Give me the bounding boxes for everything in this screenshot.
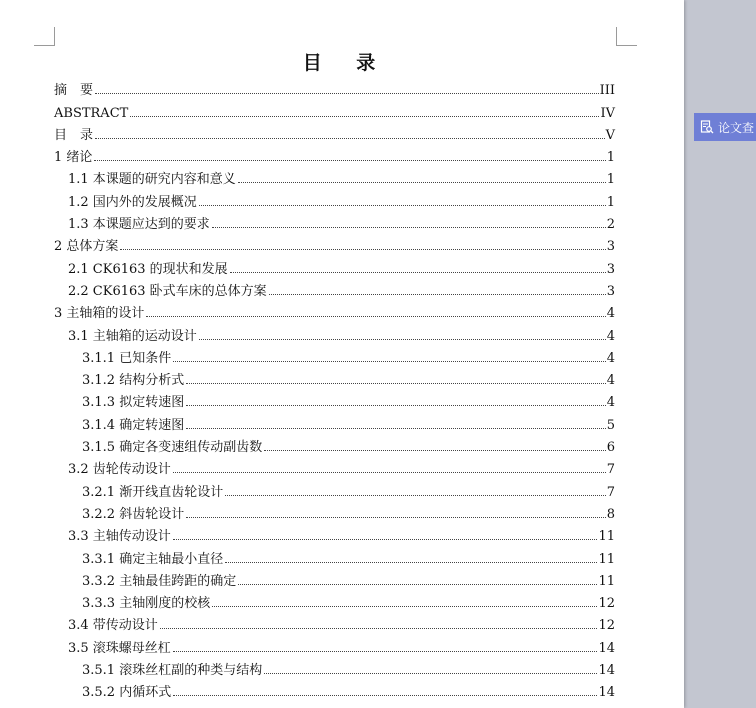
toc-entry-label: 1.2 国内外的发展概况 <box>68 194 197 210</box>
toc-leader-dots <box>186 428 606 429</box>
toc-entry-label: 2.2 CK6163 卧式车床的总体方案 <box>68 283 267 299</box>
margin-corner-mark-right <box>616 27 637 46</box>
toc-entry-page: 12 <box>598 618 615 634</box>
toc-entry-label: 3.3.3 主轴刚度的校核 <box>82 596 211 612</box>
toc-entry-page: 11 <box>598 551 615 567</box>
toc-entry-label: 3.3.2 主轴最佳跨距的确定 <box>82 573 237 589</box>
toc-entry-page: 14 <box>598 685 615 701</box>
toc-entry-page: 2 <box>606 217 615 233</box>
toc-entry-label: 1 绪论 <box>54 150 93 166</box>
toc-leader-dots <box>225 562 597 563</box>
toc-entry-label: 3.2.1 渐开线直齿轮设计 <box>82 484 224 500</box>
toc-leader-dots <box>120 249 605 250</box>
toc-leader-dots <box>269 294 606 295</box>
toc-entry[interactable] <box>54 165 615 187</box>
toc-entry-label: 1.3 本课题应达到的要求 <box>68 217 210 233</box>
toc-leader-dots <box>95 93 599 94</box>
toc-entry[interactable] <box>54 477 615 499</box>
paper-check-button-label: 论文查 <box>718 120 755 135</box>
toc-entry-label: 3.2 齿轮传动设计 <box>68 462 171 478</box>
toc-entry-page: 4 <box>606 395 615 411</box>
toc-entry-label: 目 录 <box>54 127 94 143</box>
toc-entry-page: 14 <box>598 640 615 656</box>
toc-entry-page: 11 <box>598 573 615 589</box>
toc-entry-page: V <box>605 127 615 143</box>
toc-leader-dots <box>173 361 606 362</box>
toc-entry-page: 3 <box>606 283 615 299</box>
toc-entry[interactable] <box>54 143 615 165</box>
toc-entry-page: 3 <box>606 239 615 255</box>
toc-entry-page: IV <box>600 105 615 121</box>
toc-leader-dots <box>199 339 606 340</box>
toc-entry-label: 3.3 主轴传动设计 <box>68 529 171 545</box>
toc-entry[interactable] <box>54 678 615 700</box>
toc-entry[interactable] <box>54 410 615 432</box>
toc-entry-label: 3.1.4 确定转速图 <box>82 417 185 433</box>
toc-leader-dots <box>173 651 598 652</box>
toc-entry[interactable] <box>54 633 615 655</box>
toc-entry-label: 摘 要 <box>54 83 94 99</box>
toc-entry[interactable] <box>54 500 615 522</box>
toc-entry[interactable] <box>54 589 615 611</box>
toc-entry-label: 3.1.5 确定各变速组传动副齿数 <box>82 440 263 456</box>
toc-entry-page: 7 <box>606 462 615 478</box>
toc-entry-label: 3.5 滚珠螺母丝杠 <box>68 640 171 656</box>
toc-entry-label: 3.1.1 已知条件 <box>82 350 172 366</box>
toc-entry[interactable] <box>54 98 615 120</box>
toc-leader-dots <box>160 628 598 629</box>
toc-leader-dots <box>173 539 598 540</box>
toc-entry[interactable] <box>54 366 615 388</box>
toc-leader-dots <box>146 316 605 317</box>
toc-entry[interactable] <box>54 210 615 232</box>
toc-leader-dots <box>225 495 606 496</box>
toc-leader-dots <box>212 227 606 228</box>
toc-entry[interactable] <box>54 433 615 455</box>
toc-entry[interactable] <box>54 76 615 98</box>
toc-entry-label: 3.4 带传动设计 <box>68 618 158 634</box>
toc-entry-page: 4 <box>606 373 615 389</box>
toc-entry-page: 8 <box>606 506 615 522</box>
toc-leader-dots <box>238 182 606 183</box>
document-search-icon <box>700 120 714 134</box>
toc-entry[interactable] <box>54 277 615 299</box>
toc-entry-label: 2 总体方案 <box>54 239 119 255</box>
toc-entry-page: 4 <box>606 328 615 344</box>
toc-entry-page: 4 <box>606 350 615 366</box>
toc-title: 目 录 <box>302 52 390 74</box>
toc-leader-dots <box>238 584 597 585</box>
toc-leader-dots <box>264 673 597 674</box>
toc-entry-label: 2.1 CK6163 的现状和发展 <box>68 261 228 277</box>
toc-leader-dots <box>212 606 597 607</box>
toc-entry-label: 3.1.3 拟定转速图 <box>82 395 185 411</box>
toc-leader-dots <box>186 517 606 518</box>
toc-entry-label: 3.2.2 斜齿轮设计 <box>82 506 185 522</box>
toc-list <box>54 76 615 700</box>
toc-entry-label: 3.1.2 结构分析式 <box>82 373 185 389</box>
toc-entry[interactable] <box>54 254 615 276</box>
toc-entry[interactable] <box>54 388 615 410</box>
toc-leader-dots <box>264 450 606 451</box>
toc-leader-dots <box>173 472 606 473</box>
toc-leader-dots <box>130 116 599 117</box>
toc-entry-label: 3.1 主轴箱的运动设计 <box>68 328 197 344</box>
toc-leader-dots <box>95 138 605 139</box>
toc-leader-dots <box>173 695 597 696</box>
toc-entry[interactable] <box>54 321 615 343</box>
toc-leader-dots <box>230 272 606 273</box>
toc-entry[interactable] <box>54 187 615 209</box>
toc-entry[interactable] <box>54 656 615 678</box>
toc-entry-page: 1 <box>606 150 615 166</box>
toc-entry-page: 5 <box>606 417 615 433</box>
toc-entry[interactable] <box>54 232 615 254</box>
toc-leader-dots <box>94 160 605 161</box>
toc-entry[interactable] <box>54 522 615 544</box>
toc-entry-page: 4 <box>606 306 615 322</box>
toc-entry[interactable] <box>54 544 615 566</box>
toc-entry[interactable] <box>54 567 615 589</box>
paper-check-button[interactable] <box>694 113 756 141</box>
toc-entry-label: 3 主轴箱的设计 <box>54 306 145 322</box>
toc-leader-dots <box>186 383 606 384</box>
toc-entry-page: 1 <box>606 172 615 188</box>
toc-entry-label: 3.5.2 内循环式 <box>82 685 172 701</box>
toc-entry-label: 3.5.1 滚珠丝杠副的种类与结构 <box>82 663 263 679</box>
toc-entry[interactable] <box>54 344 615 366</box>
toc-entry-page: 12 <box>598 596 615 612</box>
toc-leader-dots <box>199 205 606 206</box>
toc-entry-label: 1.1 本课题的研究内容和意义 <box>68 172 236 188</box>
toc-entry[interactable] <box>54 455 615 477</box>
toc-entry-page: 6 <box>606 440 615 456</box>
margin-corner-mark-left <box>34 27 55 46</box>
toc-entry[interactable] <box>54 299 615 321</box>
toc-entry-page: 14 <box>598 663 615 679</box>
toc-entry-page: 11 <box>598 529 615 545</box>
toc-entry-label: 3.3.1 确定主轴最小直径 <box>82 551 224 567</box>
toc-entry-page: 7 <box>606 484 615 500</box>
toc-entry-label: ABSTRACT <box>54 105 129 121</box>
toc-entry[interactable] <box>54 611 615 633</box>
toc-entry-page: 1 <box>606 194 615 210</box>
toc-entry[interactable] <box>54 121 615 143</box>
toc-leader-dots <box>186 405 606 406</box>
toc-entry-page: 3 <box>606 261 615 277</box>
toc-entry-page: III <box>599 83 615 99</box>
